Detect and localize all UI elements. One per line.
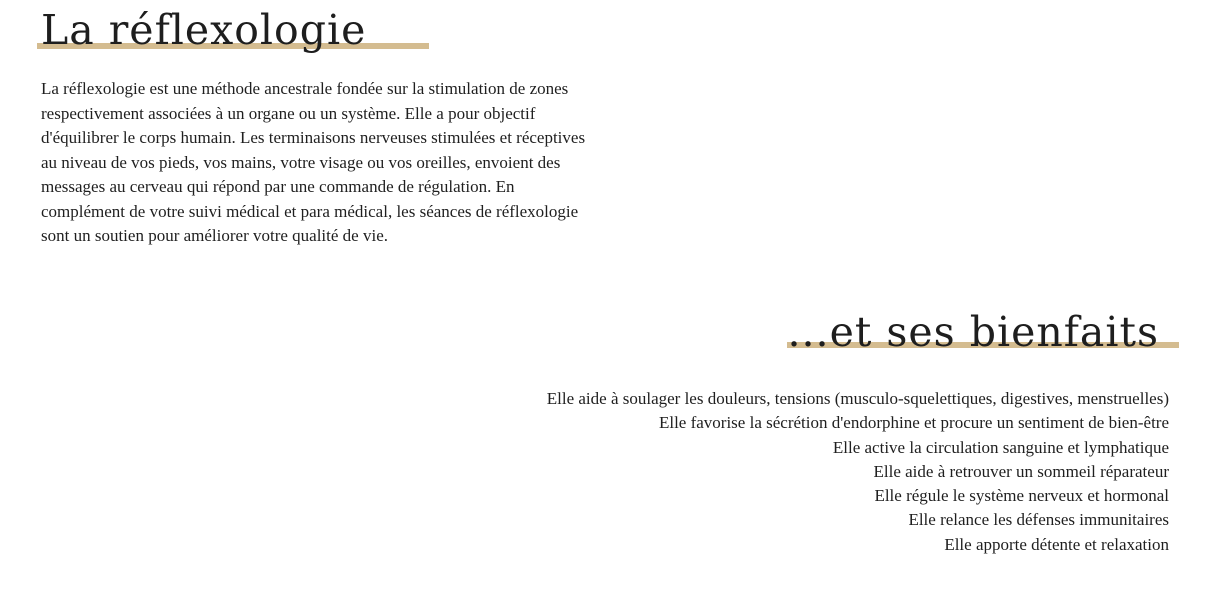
benefit-item: Elle active la circulation sanguine et lymphatique	[832, 437, 1169, 457]
benefits-list	[547, 387, 1169, 557]
intro-title-wrap	[41, 0, 366, 62]
benefit-item: Elle régule le système nerveux et hormonal	[874, 486, 1169, 506]
intro-paragraph: La réflexologie est une méthode ancestrale fondée sur la stimulation de zones respectivement associées à un organe ou un système. Elle a pour objectif d'équilibrer le corps humain. Les terminaisons nerveuses stimulées et réceptives au niveau de vos pieds, vos mains, votre visage ou vos oreilles, envoient des messages au cerveau qui répond par une commande de régulation. En complément de votre suivi médical et para médical, les séances de réflexologie sont un soutien pour améliorer votre qualité de vie.	[41, 79, 586, 245]
benefit-item: Elle favorise la sécrétion d'endorphine et procure un sentiment de bien-être	[658, 413, 1169, 433]
page-title: La réflexologie	[41, 6, 367, 54]
benefits-title: ...et ses bienfaits	[787, 308, 1159, 356]
benefit-item: Elle apporte détente et relaxation	[944, 534, 1169, 554]
benefit-item: Elle aide à soulager les douleurs, tensions (musculo-squelettiques, digestives, menstruelles)	[546, 389, 1169, 408]
benefit-item: Elle aide à retrouver un sommeil réparateur	[873, 461, 1169, 481]
benefit-item: Elle relance les défenses immunitaires	[908, 510, 1169, 530]
benefits-section	[547, 306, 1169, 557]
benefits-title-wrap	[787, 306, 1169, 362]
intro-section	[41, 0, 641, 249]
